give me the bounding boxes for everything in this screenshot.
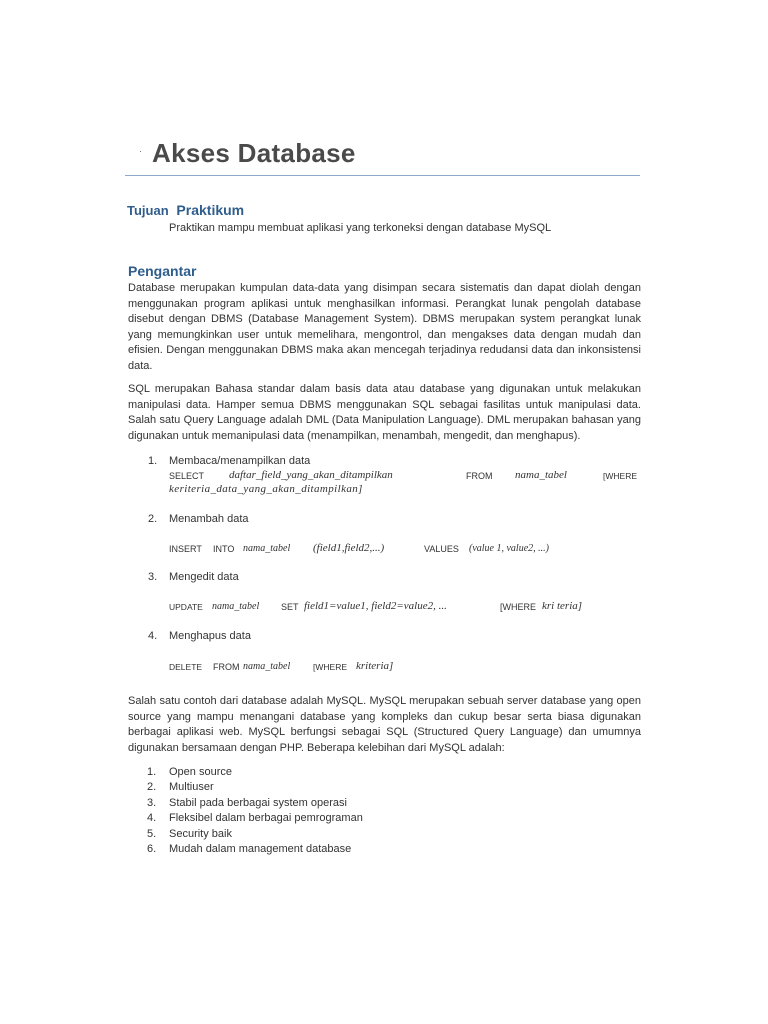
keyword-set: SET xyxy=(281,602,299,612)
update-assignments: field1=value1, field2=value2, ... xyxy=(304,600,447,612)
list-item xyxy=(128,827,363,842)
list-text: Fleksibel dalam berbagai pemrograman xyxy=(169,812,363,825)
keyword-select: SELECT xyxy=(169,471,205,481)
list-item xyxy=(128,811,363,826)
insert-table-name: nama_tabel xyxy=(243,543,291,554)
list-text: Stabil pada berbagai system operasi xyxy=(169,796,347,809)
paragraph-database: Database merupakan kumpulan data-data yang disimpan secara sistematis dan dapat diolah dengan menggunakan program aplikasi untuk menghasilkan informasi. Perangkat lunak pengolah database disebut dengan DBMS (Database Management System). DBMS merupakan system perangkat lunak yang memungkinkan user untuk memelihara, mengontrol, dan mengakses data dengan mudah dan efisien. Dengan menggunakan DBMS maka akan mencegah terjadinya redudansi data dan inkonsistensi data. xyxy=(128,282,641,372)
list-text: Multiuser xyxy=(169,781,214,794)
heading-pengantar: Pengantar xyxy=(128,263,197,279)
insert-field-list: (field1,field2,...) xyxy=(313,542,385,554)
title-divider xyxy=(125,175,640,176)
keyword-from: FROM xyxy=(213,662,240,672)
keyword-where: [WHERE xyxy=(603,471,637,481)
dml-label-update: Mengedit data xyxy=(169,571,239,583)
select-criteria: keriteria_data_yang_akan_ditampilkan] xyxy=(169,483,363,495)
page-title: Akses Database xyxy=(152,138,356,168)
list-item xyxy=(128,765,363,780)
keyword-values: VALUES xyxy=(424,544,459,554)
list-number: 1. xyxy=(147,766,157,778)
mysql-features-list xyxy=(128,765,363,857)
dml-number: 1. xyxy=(148,455,158,467)
keyword-from: FROM xyxy=(466,471,493,481)
tujuan-text: Praktikan mampu membuat aplikasi yang terkoneksi dengan database MySQL xyxy=(169,222,552,234)
heading-tujuan-word: Tujuan xyxy=(127,203,169,218)
insert-value-list: (value 1, value2, ...) xyxy=(469,543,549,554)
heading-tujuan-praktikum xyxy=(127,202,244,218)
paragraph-mysql: Salah satu contoh dari database adalah MySQL. MySQL merupakan sebuah server database yang open source yang mampu menangani database yang kompleks dan cukup besar serta biasa digunakan berbagai aplikasi web. MySQL berfungsi sebagai SQL (Structured Query Language) dan umumnya digunakan bersamaan dengan PHP. Beberapa kelebihan dari MySQL adalah: xyxy=(128,695,641,754)
list-number: 2. xyxy=(147,781,157,794)
paragraph-sql: SQL merupakan Bahasa standar dalam basis data atau database yang digunakan untuk melakukan manipulasi data. Hamper semua DBMS menggunakan SQL sebagai fasilitas untuk manipulasi data. Salah satu Query Language adalah DML (Data Manipulation Language). DML merupakan bahasan yang digunakan untuk memanipulasi data (menampilkan, menambah, mengedit, dan menghapus). xyxy=(128,383,641,442)
title-bullet: · xyxy=(139,146,142,156)
dml-label-delete: Menghapus data xyxy=(169,630,251,642)
dml-number: 4. xyxy=(148,630,158,642)
list-number: 3. xyxy=(147,796,157,809)
dml-label-insert: Menambah data xyxy=(169,513,249,525)
list-number: 5. xyxy=(147,827,157,840)
keyword-where: [WHERE xyxy=(500,602,536,612)
dml-number: 3. xyxy=(148,571,158,583)
keyword-update: UPDATE xyxy=(169,602,203,612)
keyword-insert: INSERT xyxy=(169,544,202,554)
update-criteria: kri teria] xyxy=(542,600,583,612)
delete-criteria: kriteria] xyxy=(356,660,394,672)
list-item xyxy=(128,796,363,811)
delete-table-name: nama_tabel xyxy=(243,661,291,672)
keyword-where: [WHERE xyxy=(313,662,347,672)
list-number: 4. xyxy=(147,812,157,825)
dml-number: 2. xyxy=(148,513,158,525)
select-field-list: daftar_field_yang_akan_ditampilkan xyxy=(229,469,393,481)
heading-praktikum-word: Praktikum xyxy=(176,202,245,218)
list-text: Open source xyxy=(169,766,232,778)
keyword-into: INTO xyxy=(213,544,235,554)
list-text: Security baik xyxy=(169,827,232,840)
list-item xyxy=(128,780,363,795)
keyword-delete: DELETE xyxy=(169,662,203,672)
select-table-name: nama_tabel xyxy=(515,469,567,481)
update-table-name: nama_tabel xyxy=(212,601,260,612)
list-number: 6. xyxy=(147,843,157,856)
dml-label-select: Membaca/menampilkan data xyxy=(169,455,311,467)
list-text: Mudah dalam management database xyxy=(169,843,352,856)
list-item xyxy=(128,842,363,857)
